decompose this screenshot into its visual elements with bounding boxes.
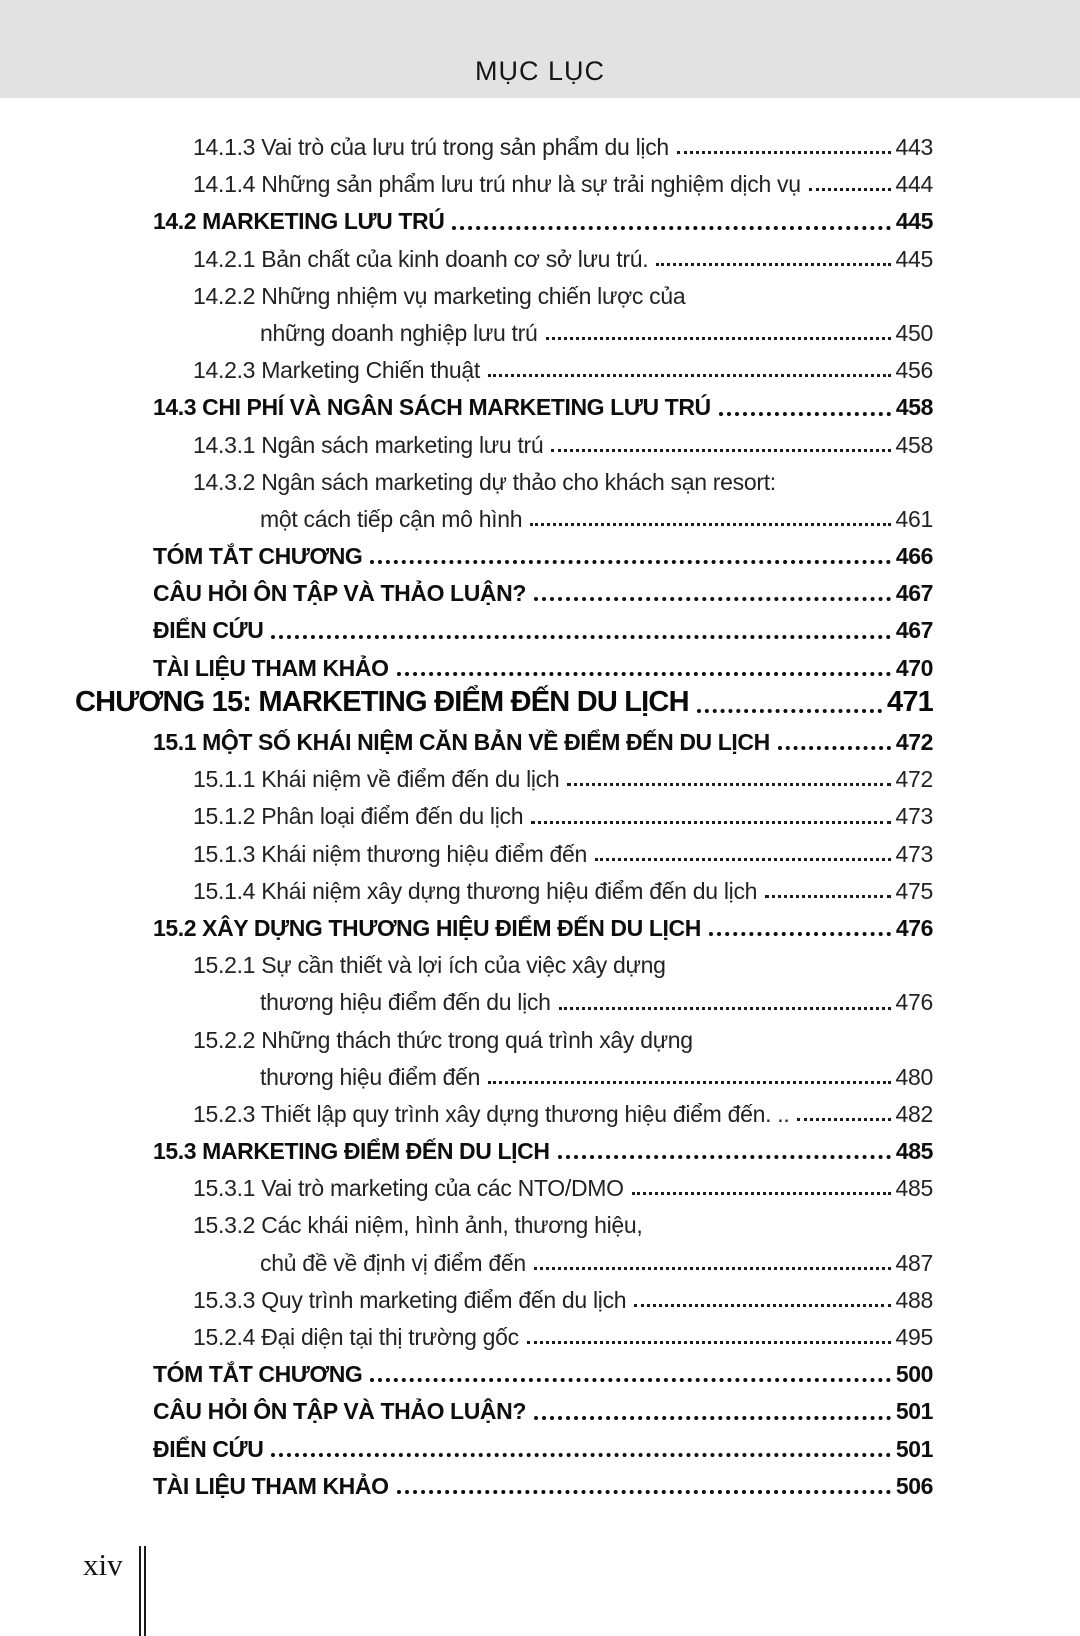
toc-entry-page: 495 xyxy=(895,1324,933,1351)
toc-entry-page: 450 xyxy=(895,319,933,346)
toc-entry-label: 15.2 XÂY DỰNG THƯƠNG HIỆU ĐIỂM ĐẾN DU LỊCH xyxy=(153,914,701,941)
dotted-leader xyxy=(452,226,890,230)
toc-entry xyxy=(75,1240,933,1277)
dotted-leader xyxy=(488,1081,890,1084)
toc-entry-label: 15.3.2 Các khái niệm, hình ảnh, thương hiệu, xyxy=(193,1212,643,1239)
toc-entry-page: 485 xyxy=(895,1138,933,1165)
toc-entry xyxy=(75,1314,933,1351)
dotted-leader xyxy=(534,1416,891,1420)
toc-entry-page: 458 xyxy=(895,431,933,458)
toc-entry-label: 14.2 MARKETING LƯU TRÚ xyxy=(153,208,445,235)
toc-entry-label: 15.2.3 Thiết lập quy trình xây dựng thương hiệu điểm đến. .. xyxy=(193,1100,790,1127)
dotted-leader xyxy=(558,1155,891,1159)
toc-entry-label: thương hiệu điểm đến xyxy=(260,1063,481,1090)
toc-entry-label: 15.3 MARKETING ĐIỂM ĐẾN DU LỊCH xyxy=(153,1138,550,1165)
toc-entry-label: CHƯƠNG 15: MARKETING ĐIỂM ĐẾN DU LỊCH xyxy=(75,685,689,718)
dotted-leader xyxy=(370,1378,890,1382)
toc-entry-page: 488 xyxy=(895,1286,933,1313)
dotted-leader xyxy=(797,1118,890,1121)
toc-entry-page: 473 xyxy=(895,803,933,830)
toc-entry-label: 14.2.2 Những nhiệm vụ marketing chiến lược của xyxy=(193,282,686,309)
toc-entry-label: 15.3.3 Quy trình marketing điểm đến du lịch xyxy=(193,1286,627,1313)
dotted-leader xyxy=(709,932,891,936)
dotted-leader xyxy=(531,821,890,824)
dotted-leader xyxy=(809,188,891,191)
toc-entry-page: 487 xyxy=(895,1249,933,1276)
toc-entry-label: CÂU HỎI ÔN TẬP VÀ THẢO LUẬN? xyxy=(153,580,526,607)
toc-entry xyxy=(75,496,933,533)
dotted-leader xyxy=(719,412,891,416)
dotted-leader xyxy=(397,1490,891,1494)
toc-entry-label: 14.1.3 Vai trò của lưu trú trong sản phẩm du lịch xyxy=(193,134,669,161)
toc-entry xyxy=(75,1277,933,1314)
toc-entry-label: CÂU HỎI ÔN TẬP VÀ THẢO LUẬN? xyxy=(153,1398,526,1425)
footer-page-number: xiv xyxy=(83,1547,123,1582)
dotted-leader xyxy=(397,672,891,676)
toc-entry xyxy=(75,1165,933,1202)
toc-entry-page: 444 xyxy=(895,171,933,198)
toc-entry xyxy=(75,198,933,235)
toc-entry xyxy=(75,124,933,161)
toc-entry-label: TÀI LIỆU THAM KHẢO xyxy=(153,1472,389,1499)
toc-entry xyxy=(75,607,933,644)
dotted-leader xyxy=(634,1304,890,1307)
toc-entry xyxy=(75,570,933,607)
toc-entry-page: 466 xyxy=(895,543,933,570)
dotted-leader xyxy=(271,635,890,639)
toc-entry-page: 445 xyxy=(895,245,933,272)
toc-entry-page: 467 xyxy=(895,580,933,607)
toc-entry xyxy=(75,793,933,830)
toc-entry-label: 15.1.3 Khái niệm thương hiệu điểm đến xyxy=(193,840,588,867)
toc-entry-page: 467 xyxy=(895,617,933,644)
toc-entry xyxy=(75,1351,933,1388)
toc-entry xyxy=(75,310,933,347)
toc-entry xyxy=(75,273,933,310)
toc-entry-label: ĐIỂN CỨU xyxy=(153,617,264,644)
toc-entry-page: 480 xyxy=(895,1063,933,1090)
toc-entry xyxy=(75,459,933,496)
toc-entry xyxy=(75,682,933,719)
toc-entry xyxy=(75,719,933,756)
toc-entry-page: 472 xyxy=(895,766,933,793)
toc-entry-label: một cách tiếp cận mô hình xyxy=(260,505,523,532)
toc-entry xyxy=(75,1017,933,1054)
dotted-leader xyxy=(656,263,890,266)
toc-entry xyxy=(75,868,933,905)
toc-entry-page: 473 xyxy=(895,840,933,867)
toc-entry xyxy=(75,756,933,793)
toc-entry-label: 15.2.1 Sự cần thiết và lợi ích của việc xây dựng xyxy=(193,952,666,979)
toc-entry xyxy=(75,831,933,868)
toc-entry-label: 14.3.1 Ngân sách marketing lưu trú xyxy=(193,431,544,458)
toc-entry-page: 485 xyxy=(895,1175,933,1202)
dotted-leader xyxy=(697,709,882,713)
toc-entry-label: 14.3.2 Ngân sách marketing dự thảo cho khách sạn resort: xyxy=(193,468,776,495)
toc-entry-page: 506 xyxy=(895,1472,933,1499)
toc-entry-label: 14.1.4 Những sản phẩm lưu trú như là sự trải nghiệm dịch vụ xyxy=(193,171,801,198)
table-of-contents xyxy=(75,124,933,1500)
toc-entry xyxy=(75,942,933,979)
dotted-leader xyxy=(551,449,890,452)
toc-entry-label: 15.1.1 Khái niệm về điểm đến du lịch xyxy=(193,766,560,793)
dotted-leader xyxy=(534,1267,891,1270)
toc-entry-label: TÓM TẮT CHƯƠNG xyxy=(153,1361,363,1388)
toc-entry-label: 14.2.1 Bản chất của kinh doanh cơ sở lưu trú. xyxy=(193,245,649,272)
toc-entry-label: thương hiệu điểm đến du lịch xyxy=(260,989,551,1016)
toc-entry xyxy=(75,1128,933,1165)
toc-entry-label: chủ đề về định vị điểm đến xyxy=(260,1249,526,1276)
toc-entry xyxy=(75,161,933,198)
toc-entry-page: 458 xyxy=(895,394,933,421)
dotted-leader xyxy=(595,858,890,861)
toc-entry-page: 500 xyxy=(895,1361,933,1388)
toc-entry-label: 15.1.4 Khái niệm xây dựng thương hiệu điểm đến du lịch xyxy=(193,877,758,904)
toc-entry xyxy=(75,384,933,421)
dotted-leader xyxy=(778,746,891,750)
toc-entry xyxy=(75,1388,933,1425)
dotted-leader xyxy=(530,523,890,526)
dotted-leader xyxy=(527,1341,891,1344)
toc-entry xyxy=(75,422,933,459)
toc-entry-label: 15.1.2 Phân loại điểm đến du lịch xyxy=(193,803,524,830)
dotted-leader xyxy=(488,374,891,377)
toc-entry-label: 15.2.4 Đại diện tại thị trường gốc xyxy=(193,1324,519,1351)
toc-entry xyxy=(75,1091,933,1128)
toc-entry-page: 476 xyxy=(895,914,933,941)
toc-entry xyxy=(75,1202,933,1239)
toc-entry xyxy=(75,533,933,570)
dotted-leader xyxy=(765,895,890,898)
dotted-leader xyxy=(632,1192,891,1195)
toc-entry-page: 471 xyxy=(887,685,933,718)
toc-entry xyxy=(75,347,933,384)
toc-entry-page: 501 xyxy=(895,1398,933,1425)
toc-entry-label: TÓM TẮT CHƯƠNG xyxy=(153,543,363,570)
toc-entry-page: 456 xyxy=(895,357,933,384)
dotted-leader xyxy=(677,151,891,154)
toc-entry-label: 15.1 MỘT SỐ KHÁI NIỆM CĂN BẢN VỀ ĐIỂM ĐẾN DU LỊCH xyxy=(153,729,770,756)
page-title: MỤC LỤC xyxy=(474,56,605,86)
dotted-leader xyxy=(559,1007,891,1010)
toc-entry xyxy=(75,979,933,1016)
toc-entry-page: 476 xyxy=(895,989,933,1016)
toc-entry-page: 501 xyxy=(895,1435,933,1462)
header-band xyxy=(0,0,1080,98)
toc-entry-label: 15.2.2 Những thách thức trong quá trình xây dựng xyxy=(193,1026,693,1053)
toc-entry xyxy=(75,905,933,942)
dotted-leader xyxy=(271,1453,890,1457)
toc-entry-label: 14.3 CHI PHÍ VÀ NGÂN SÁCH MARKETING LƯU TRÚ xyxy=(153,394,711,421)
dotted-leader xyxy=(567,783,890,786)
toc-entry-page: 470 xyxy=(895,654,933,681)
toc-entry xyxy=(75,1426,933,1463)
dotted-leader xyxy=(534,597,891,601)
toc-entry xyxy=(75,1054,933,1091)
toc-entry xyxy=(75,645,933,682)
dotted-leader xyxy=(546,337,891,340)
toc-entry-page: 445 xyxy=(895,208,933,235)
toc-entry xyxy=(75,1463,933,1500)
toc-entry-page: 475 xyxy=(895,877,933,904)
toc-entry-page: 482 xyxy=(895,1100,933,1127)
toc-entry-label: 14.2.3 Marketing Chiến thuật xyxy=(193,357,480,384)
toc-entry-label: ĐIỂN CỨU xyxy=(153,1435,264,1462)
toc-entry-label: TÀI LIỆU THAM KHẢO xyxy=(153,654,389,681)
footer-double-rule xyxy=(139,1546,146,1636)
toc-entry-page: 443 xyxy=(895,134,933,161)
toc-entry-page: 461 xyxy=(895,505,933,532)
toc-entry-label: 15.3.1 Vai trò marketing của các NTO/DMO xyxy=(193,1175,624,1202)
toc-entry xyxy=(75,236,933,273)
toc-entry-page: 472 xyxy=(895,729,933,756)
toc-entry-label: những doanh nghiệp lưu trú xyxy=(260,319,538,346)
dotted-leader xyxy=(370,560,890,564)
